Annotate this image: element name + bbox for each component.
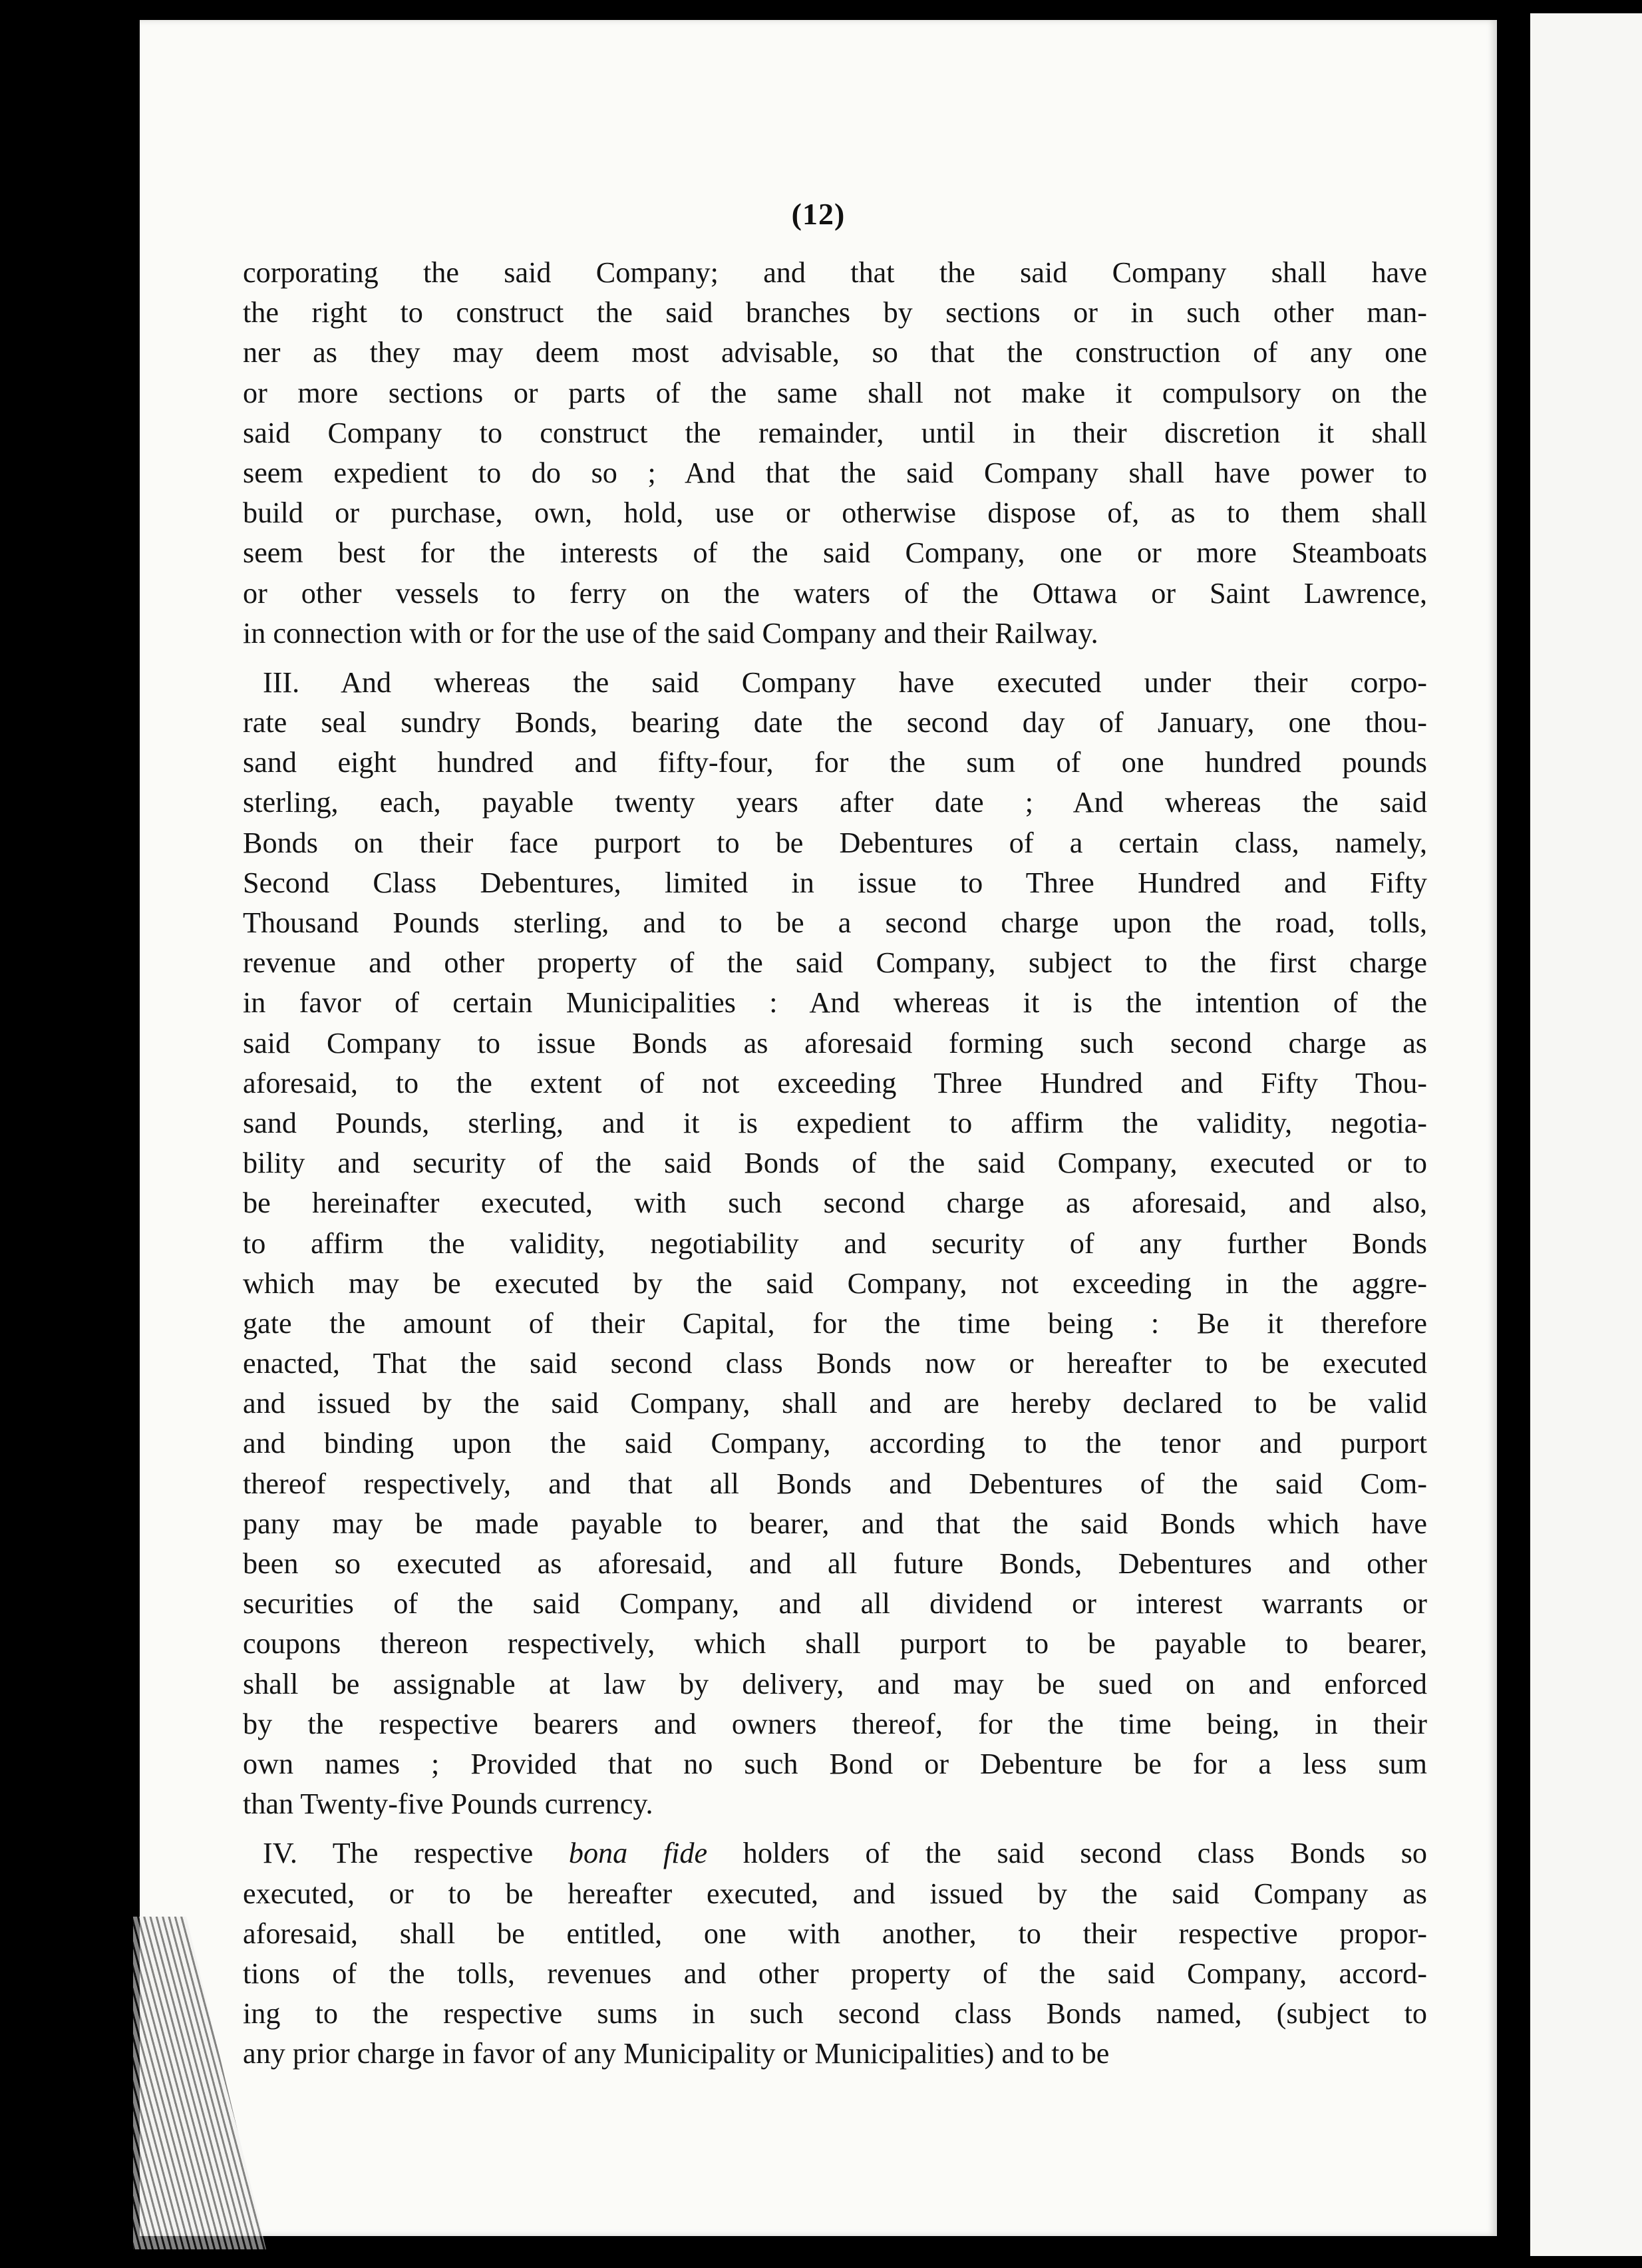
text-line: pany may be made payable to bearer, and that the said Bonds which have bbox=[243, 1507, 1427, 1540]
text-line: or more sections or parts of the same shall not make it compulsory on the bbox=[243, 376, 1427, 409]
text-line: shall be assignable at law by delivery, and may be sued on and enforced bbox=[243, 1667, 1427, 1700]
text-line: coupons thereon respectively, which shall purport to be payable to bearer, bbox=[243, 1627, 1427, 1660]
text-line: and binding upon the said Company, according to the tenor and purport bbox=[243, 1427, 1427, 1460]
text-line: be hereinafter executed, with such second charge as aforesaid, and also, bbox=[243, 1187, 1427, 1220]
scanned-page bbox=[140, 20, 1497, 2236]
text-line: said Company to construct the remainder, until in their discretion it shall bbox=[243, 416, 1427, 449]
text-line: Thousand Pounds sterling, and to be a second charge upon the road, tolls, bbox=[243, 906, 1427, 939]
paragraph-continuation bbox=[243, 253, 1427, 654]
text-line: enacted, That the said second class Bonds now or hereafter to be executed bbox=[243, 1347, 1427, 1380]
paragraph-gap bbox=[243, 1824, 1427, 1833]
text-line: securities of the said Company, and all dividend or interest warrants or bbox=[243, 1587, 1427, 1620]
text-line: or other vessels to ferry on the waters of the Ottawa or Saint Lawrence, bbox=[243, 576, 1427, 610]
text-line: bility and security of the said Bonds of the said Company, executed or to bbox=[243, 1147, 1427, 1180]
text-line: ing to the respective sums in such second class Bonds named, (subject to bbox=[243, 1997, 1427, 2030]
body-text bbox=[243, 253, 1427, 2074]
text-line: in connection with or for the use of the said Company and their Railway. bbox=[243, 616, 1098, 650]
text-line: by the respective bearers and owners thereof, for the time being, in their bbox=[243, 1707, 1427, 1740]
text-line: corporating the said Company; and that the said Company shall have bbox=[243, 256, 1427, 289]
text-line: seem expedient to do so ; And that the said Company shall have power to bbox=[243, 456, 1427, 489]
text-line: executed, or to be hereafter executed, and issued by the said Company as bbox=[243, 1877, 1427, 1910]
text-line: own names ; Provided that no such Bond or Debenture be for a less sum bbox=[243, 1747, 1427, 1780]
text-line: to affirm the validity, negotiability and security of any further Bonds bbox=[243, 1227, 1427, 1260]
text-line: build or purchase, own, hold, use or otherwise dispose of, as to them shall bbox=[243, 496, 1427, 530]
page-number: (12) bbox=[791, 197, 846, 231]
text-line: than Twenty-five Pounds currency. bbox=[243, 1788, 653, 1821]
text-line: III. And whereas the said Company have executed under their corpo- bbox=[263, 665, 1427, 699]
text-line: aforesaid, to the extent of not exceeding Three Hundred and Fifty Thou- bbox=[243, 1066, 1427, 1099]
paragraph-section-iii bbox=[243, 663, 1427, 1824]
text-line: rate seal sundry Bonds, bearing date the second day of January, one thou- bbox=[243, 706, 1427, 739]
text-line: tions of the tolls, revenues and other property of the said Company, accord- bbox=[243, 1957, 1427, 1990]
italic-phrase: bona fide bbox=[568, 1837, 708, 1870]
text-line: and issued by the said Company, shall and are hereby declared to be valid bbox=[243, 1387, 1427, 1420]
text-line: sand Pounds, sterling, and it is expedient to affirm the validity, negotia- bbox=[243, 1106, 1427, 1139]
text-line: sterling, each, payable twenty years after date ; And whereas the said bbox=[243, 786, 1427, 819]
text-line: said Company to issue Bonds as aforesaid forming such second charge as bbox=[243, 1026, 1427, 1059]
paragraph-gap bbox=[243, 654, 1427, 663]
text-line: Second Class Debentures, limited in issue to Three Hundred and Fifty bbox=[243, 866, 1427, 899]
text-line: ner as they may deem most advisable, so that the construction of any one bbox=[243, 336, 1427, 369]
text-line: Bonds on their face purport to be Debentures of a certain class, namely, bbox=[243, 826, 1427, 859]
text-line: thereof respectively, and that all Bonds and Debentures of the said Com- bbox=[243, 1467, 1427, 1500]
paragraph-section-iv bbox=[243, 1833, 1427, 2074]
text-line: IV. The respective bona fide holders of the said second class Bonds so bbox=[263, 1837, 1428, 1870]
text-line: any prior charge in favor of any Municipality or Municipalities) and to be bbox=[243, 2037, 1110, 2070]
text-line: sand eight hundred and fifty-four, for the sum of one hundred pounds bbox=[243, 746, 1427, 779]
text-line: gate the amount of their Capital, for the time being : Be it therefore bbox=[243, 1306, 1427, 1340]
text-line: which may be executed by the said Company, not exceeding in the aggre- bbox=[243, 1266, 1427, 1300]
facing-page-edge bbox=[1530, 13, 1642, 2256]
text-line: aforesaid, shall be entitled, one with another, to their respective propor- bbox=[243, 1917, 1427, 1950]
text-line: revenue and other property of the said Company, subject to the first charge bbox=[243, 946, 1427, 980]
text-line: been so executed as aforesaid, and all future Bonds, Debentures and other bbox=[243, 1547, 1427, 1580]
text-line: seem best for the interests of the said Company, one or more Steamboats bbox=[243, 536, 1427, 570]
book-spine-shadow bbox=[0, 0, 136, 2268]
text-line: the right to construct the said branches by sections or in such other man- bbox=[243, 296, 1427, 329]
text-line: in favor of certain Municipalities : And whereas it is the intention of the bbox=[243, 986, 1427, 1020]
